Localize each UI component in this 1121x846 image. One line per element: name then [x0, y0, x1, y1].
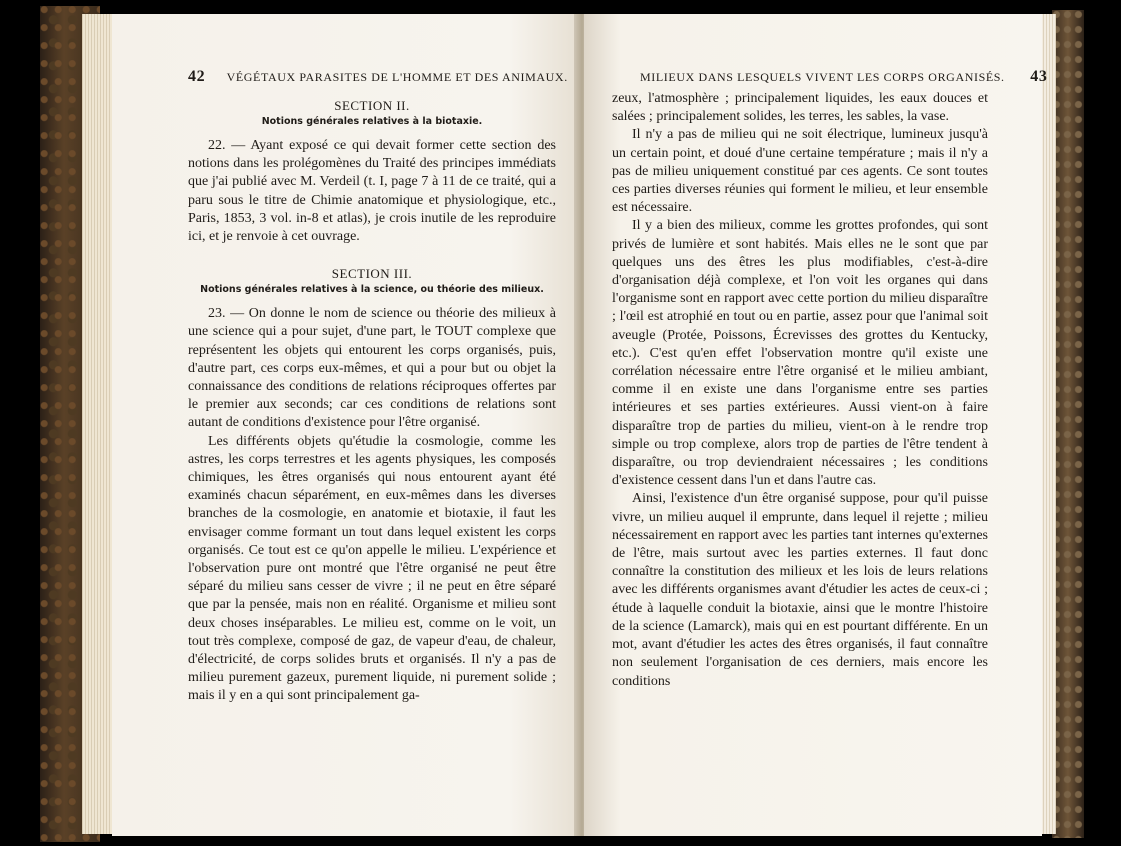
left-page	[112, 14, 580, 836]
paragraph-continuation: zeux, l'atmosphère ; principalement liquides, les eaux douces et salées ; principalement solides, les terres, les sables, la vase.	[612, 91, 988, 125]
left-running-head: VÉGÉTAUX PARASITES DE L'HOMME ET DES ANIMAUX.	[226, 70, 568, 84]
paragraph-ainsi: Ainsi, l'existence d'un être organisé suppose, pour qu'il puisse vivre, un milieu auquel il emprunte, dans lequel il rejette ; milieu nécessairement en rapport avec les parties tant internes qu'externes de l'être, mais surtout avec les parties externes. Il faut donc connaître la constitution des milieux et les lois de leurs relations avec les différents organismes avant d'étudier les actes de ceux-ci ; étude à laquelle conduit la biotaxie, ainsi que le montre l'histoire de la science (Lamarck), mais qui en est pourtant différente. En un mot, avant d'étudier les actes des êtres organisés, il faut connaître non seulement l'organisation de ces derniers, mais encore les conditions	[612, 491, 988, 689]
left-running-header	[188, 68, 568, 86]
right-page-edges	[1040, 14, 1056, 834]
left-text-block	[188, 92, 556, 706]
paragraph-cosmologie: Les différents objets qu'étudie la cosmologie, comme les astres, les corps terrestres et les agents physiques, les composés chimiques, les êtres organisés qui nous entourent ayant été examinés chacun séparément, en eux-mêmes dans les diverses branches de la cosmologie, en anatomie et biotaxie, il faut les envisager comme formant un tout dans lequel existent les corps organisés. Ce tout est ce qu'on appelle le milieu. L'expérience et l'observation pure ont montré que l'être organisé ne peut être séparé du milieu sans cesser de vivre ; il ne peut en être séparé que par la pensée, mais non en réalité. Organisme et milieu sont deux choses inséparables. Le milieu est, comme on le voit, un tout très complexe, composé de gaz, de vapeur d'eau, de chaleur, d'électricité, de corps solides bruts et organisés. Il n'y a pas de milieu purement gazeux, purement liquide, ni purement solide ; mais il y en a qui sont principalement ga-	[188, 433, 556, 704]
right-page	[584, 14, 1048, 836]
section-2-subtitle: Notions générales relatives à la biotaxie.	[261, 116, 483, 127]
paragraph-23: 23. — On donne le nom de science ou théorie des milieux à une science qui a pour sujet, d'une part, le TOUT complexe que représentent les objets qui entourent les corps organisés, puis, d'autre part, ces corps eux-mêmes, et qui a pour but ou objet la connaissance des conditions de relations réciproques offertes par le premier aux seconds; car ces conditions de relations sont autant de conditions d'existence pour l'être organisé.	[188, 306, 556, 431]
right-folio: 43	[1030, 68, 1048, 85]
paragraph-22: 22. — Ayant exposé ce qui devait former cette section des notions dans les prolégomènes du Traité des principes immédiats que j'ai publié avec M. Verdeil (t. I, page 7 à 11 de ce traité, qui a paru sous le titre de Chimie anatomique et physiologique, etc., Paris, 1853, 3 vol. in-8 et atlas), je crois inutile de les reproduire ici, et je renvoie à cet ouvrage.	[188, 138, 556, 245]
left-folio: 42	[188, 68, 206, 85]
right-running-head: MILIEUX DANS LESQUELS VIVENT LES CORPS ORGANISÉS.	[640, 70, 1005, 84]
right-text-block	[612, 90, 988, 691]
section-3-title: SECTION III.	[331, 266, 413, 282]
paragraph-electrique: Il n'y a pas de milieu qui ne soit électrique, lumineux jusqu'à un certain point, et doué d'une certaine température ; mais il n'y a pas de milieu uniquement constitué par ces agents. Ce sont toutes ces parties diverses réunies qui forment le milieu, et leur ensemble est nécessaire.	[612, 127, 988, 216]
section-3-subtitle: Notions générales relatives à la science, ou théorie des milieux.	[200, 284, 544, 296]
right-cover-board	[1052, 10, 1084, 838]
section-2-title: SECTION II.	[334, 98, 410, 113]
right-running-header	[640, 68, 1047, 86]
paragraph-grottes: Il y a bien des milieux, comme les grottes profondes, qui sont privés de lumière et sont habités. Mais elles ne le sont que par quelques uns des êtres les plus modifiables, c'est-à-dire d'organisation déjà complexe, et l'on voit les organes qui dans l'organisme sont en rapport avec cette portion du milieu disparaître ; l'œil est atrophié en tout ou en partie, assez pour que l'animal soit aveugle (Protée, Poissons, Écrevisses des grottes du Kentucky, etc.). C'est qu'en effet l'observation montre qu'il existe une corrélation nécessaire entre l'être organisé et le milieu ambiant, comme il en existe une dans l'organisme entre ses parties intérieures et ses parties extérieures. Aussi vient-on à faire disparaître trop de parties du milieu, vient-on à le rendre trop simple ou trop complexe, alors trop de parties de l'être tendent à disparaître, ou trop deviendraient nécessaires ; les conditions d'existence cessent dans l'un et dans l'autre cas.	[612, 218, 988, 489]
